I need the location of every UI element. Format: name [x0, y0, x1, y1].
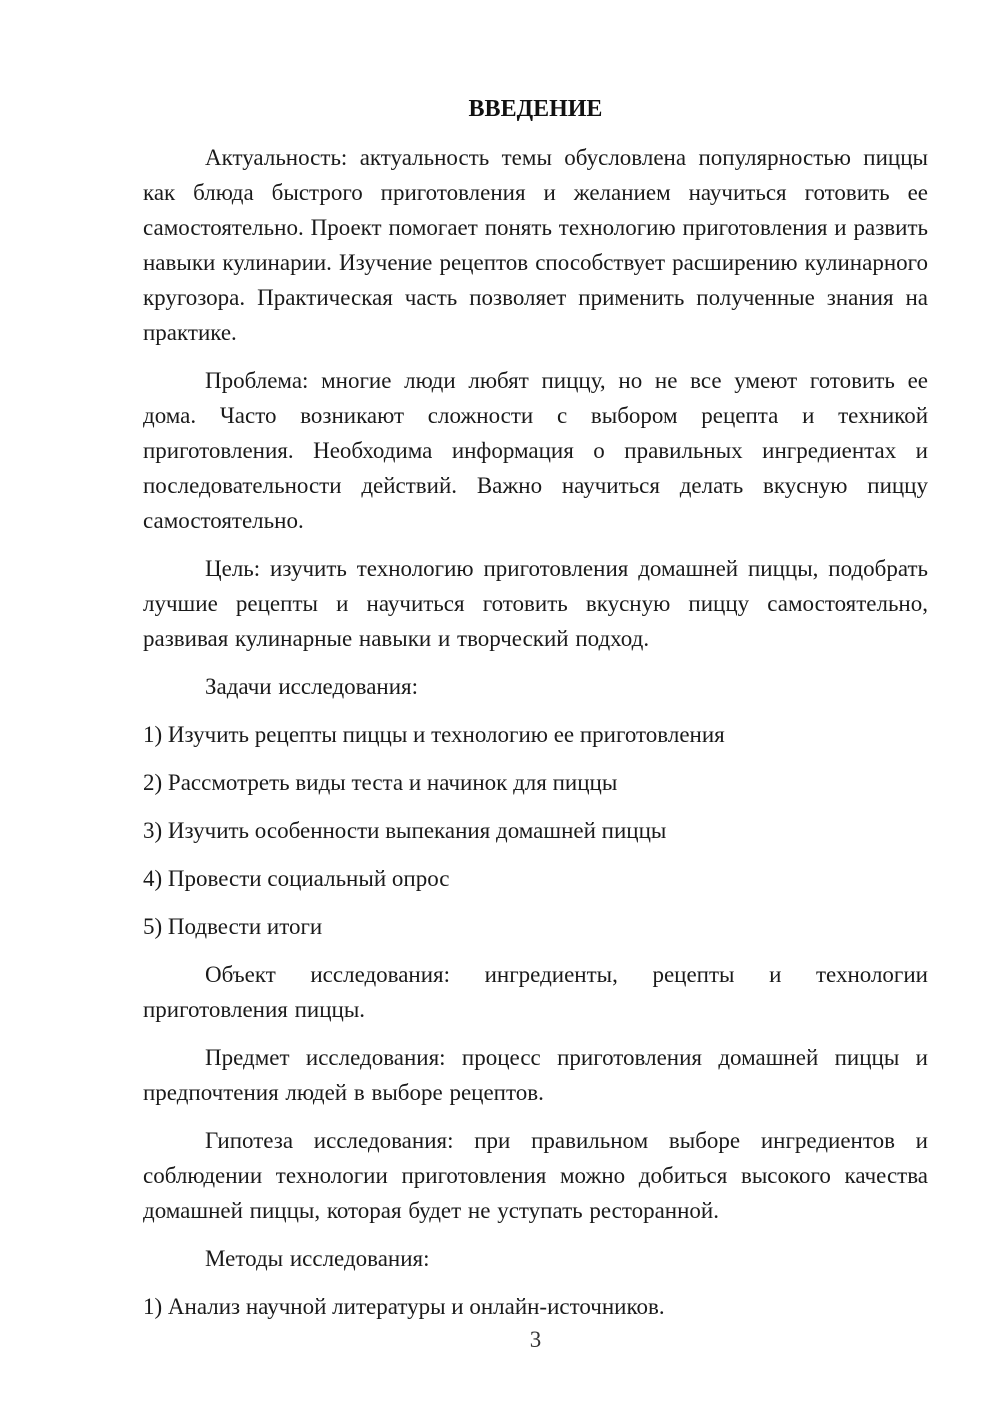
- task-item-number: 1): [143, 722, 163, 747]
- task-item-number: 4): [143, 866, 163, 891]
- method-item: [143, 1289, 928, 1324]
- task-item: [143, 717, 928, 752]
- task-item: [143, 861, 928, 896]
- paragraph-relevance: Актуальность: актуальность темы обусловлена популярностью пиццы как блюда быстрого приготовления и желанием научиться готовить ее самостоятельно. Проект помогает понять технологию приготовления и развить навыки кулинарии. Изучение рецептов способствует расширению кулинарного кругозора. Практическая часть позволяет применить полученные знания на практике.: [143, 145, 928, 345]
- method-item-number: 1): [143, 1294, 163, 1319]
- paragraph-problem: Проблема: многие люди любят пиццу, но не все умеют готовить ее дома. Часто возникают сложности с выбором рецепта и техникой приготовления. Необходима информация о правильных ингредиентах и последовательности действий. Важно научиться делать вкусную пиццу самостоятельно.: [143, 368, 928, 533]
- methods-heading: Методы исследования:: [205, 1246, 430, 1271]
- task-item: [143, 909, 928, 944]
- task-item-text: Изучить особенности выпекания домашней пиццы: [167, 818, 667, 843]
- page-title: ВВЕДЕНИЕ: [468, 96, 603, 122]
- paragraph-goal: Цель: изучить технологию приготовления домашней пиццы, подобрать лучшие рецепты и научиться готовить вкусную пиццу самостоятельно, развивая кулинарные навыки и творческий подход.: [143, 556, 928, 651]
- page-number: 3: [529, 1327, 542, 1352]
- task-item-text: Провести социальный опрос: [167, 866, 450, 891]
- task-item-number: 2): [143, 770, 163, 795]
- task-item-number: 5): [143, 914, 163, 939]
- task-item-text: Изучить рецепты пиццы и технологию ее приготовления: [167, 722, 725, 747]
- task-item: [143, 813, 928, 848]
- paragraph-subject: Предмет исследования: процесс приготовления домашней пиццы и предпочтения людей в выборе рецептов.: [143, 1045, 928, 1105]
- method-item-text: Анализ научной литературы и онлайн-источников.: [167, 1294, 665, 1319]
- tasks-heading: Задачи исследования:: [205, 674, 419, 699]
- task-item-text: Рассмотреть виды теста и начинок для пиццы: [167, 770, 618, 795]
- paragraph-hypothesis: Гипотеза исследования: при правильном выборе ингредиентов и соблюдении технологии приготовления можно добиться высокого качества домашней пиццы, которая будет не уступать ресторанной.: [143, 1128, 928, 1223]
- paragraph-object: Объект исследования: ингредиенты, рецепты и технологии приготовления пиццы.: [143, 962, 928, 1022]
- task-item-text: Подвести итоги: [167, 914, 323, 939]
- task-item-number: 3): [143, 818, 163, 843]
- task-item: [143, 765, 928, 800]
